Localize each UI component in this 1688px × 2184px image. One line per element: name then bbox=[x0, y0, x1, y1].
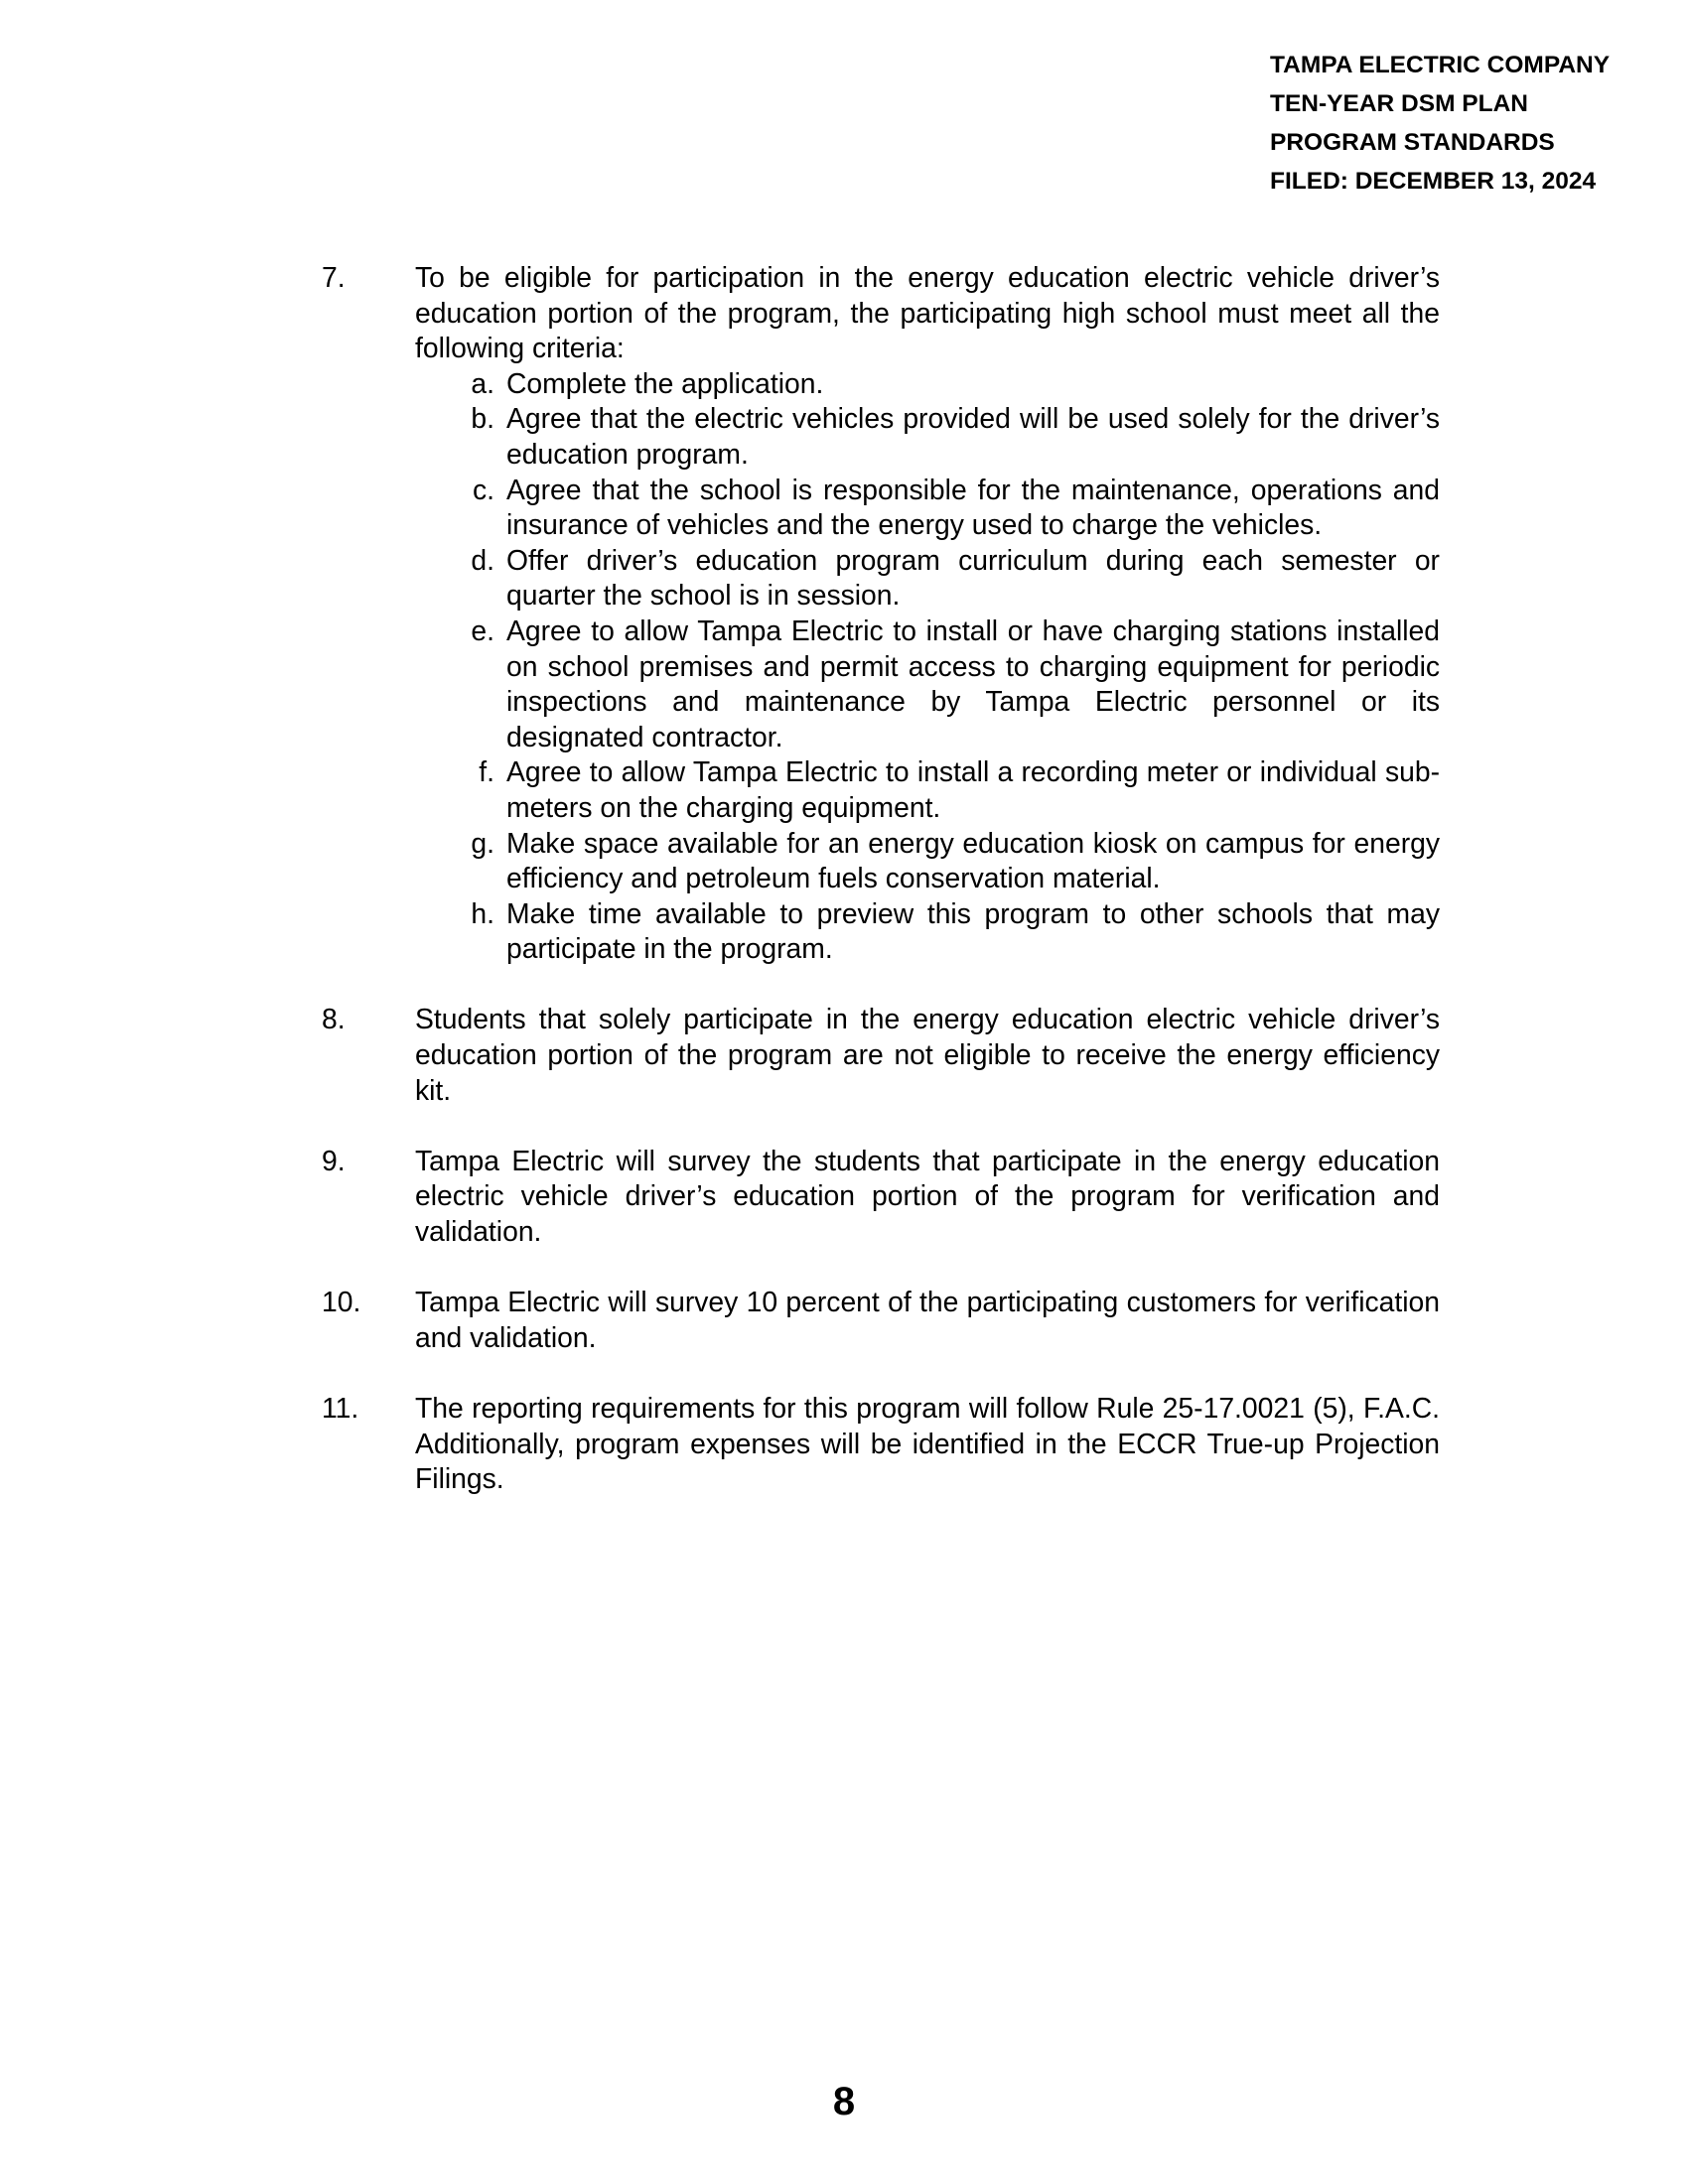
item-text: Students that solely participate in the energy education electric vehicle driver’s education portion of the program are not eligible to receive the energy efficiency kit. bbox=[415, 1003, 1440, 1106]
header-company: TAMPA ELECTRIC COMPANY bbox=[1270, 52, 1611, 78]
document-body bbox=[322, 260, 1440, 1532]
criteria-letter: h. bbox=[471, 896, 494, 929]
criteria-text: Agree to allow Tampa Electric to install a recording meter or individual sub-meters on the charging equipment. bbox=[506, 755, 1440, 823]
criteria-item-e bbox=[415, 614, 1440, 754]
criteria-letter: g. bbox=[471, 826, 494, 859]
criteria-item-a bbox=[415, 366, 1440, 402]
item-text: To be eligible for participation in the energy education electric vehicle driver’s education portion of the program, the participating high school must meet all the following criteria: bbox=[415, 261, 1440, 364]
item-number: 10. bbox=[322, 1286, 361, 1318]
list-item-10 bbox=[322, 1285, 1440, 1355]
list-item-9 bbox=[322, 1144, 1440, 1250]
item-text: Tampa Electric will survey 10 percent of the participating customers for verification and validation. bbox=[415, 1286, 1440, 1353]
header-filed-date: FILED: DECEMBER 13, 2024 bbox=[1270, 168, 1597, 195]
criteria-item-b bbox=[415, 401, 1440, 472]
criteria-item-f bbox=[415, 754, 1440, 825]
criteria-text: Agree that the school is responsible for the maintenance, operations and insurance of vehicles and the energy used to charge the vehicles. bbox=[506, 473, 1440, 541]
criteria-item-g bbox=[415, 826, 1440, 896]
page-number: 8 bbox=[832, 2080, 856, 2123]
criteria-text: Agree that the electric vehicles provided will be used solely for the driver’s education program. bbox=[506, 402, 1440, 470]
criteria-letter: c. bbox=[472, 473, 494, 505]
criteria-letter: d. bbox=[471, 543, 494, 576]
criteria-text: Complete the application. bbox=[506, 366, 824, 399]
document-header bbox=[1270, 46, 1677, 201]
criteria-letter: a. bbox=[471, 366, 494, 399]
criteria-letter: b. bbox=[471, 402, 494, 435]
criteria-letter: e. bbox=[471, 614, 494, 646]
item-text: Tampa Electric will survey the students that participate in the energy education electric vehicle driver’s education portion of the program for verification and validation. bbox=[415, 1144, 1440, 1248]
list-item-11 bbox=[322, 1391, 1440, 1497]
item-number: 8. bbox=[322, 1003, 346, 1035]
criteria-item-d bbox=[415, 543, 1440, 614]
item-number: 7. bbox=[322, 261, 346, 293]
criteria-text: Offer driver’s education program curriculum during each semester or quarter the school is in session. bbox=[506, 543, 1440, 612]
header-plan: TEN-YEAR DSM PLAN bbox=[1270, 90, 1528, 117]
criteria-list bbox=[415, 366, 1440, 967]
item-text: The reporting requirements for this program will follow Rule 25-17.0021 (5), F.A.C. Additionally, program expenses will be identified in the ECCR True-up Projection Filings. bbox=[415, 1392, 1440, 1495]
list-item-7 bbox=[322, 260, 1440, 967]
list-item-8 bbox=[322, 1002, 1440, 1108]
criteria-text: Agree to allow Tampa Electric to install or have charging stations installed on school premises and permit access to charging equipment for periodic inspections and maintenance by Tampa Electric personnel or its designated contractor. bbox=[506, 614, 1440, 752]
header-section: PROGRAM STANDARDS bbox=[1270, 129, 1555, 156]
criteria-text: Make time available to preview this program to other schools that may participate in the program. bbox=[506, 896, 1440, 965]
item-number: 9. bbox=[322, 1144, 346, 1176]
criteria-text: Make space available for an energy education kiosk on campus for energy efficiency and petroleum fuels conservation material. bbox=[506, 826, 1440, 894]
criteria-letter: f. bbox=[479, 755, 494, 788]
item-number: 11. bbox=[322, 1392, 359, 1424]
criteria-item-c bbox=[415, 473, 1440, 543]
criteria-item-h bbox=[415, 896, 1440, 967]
